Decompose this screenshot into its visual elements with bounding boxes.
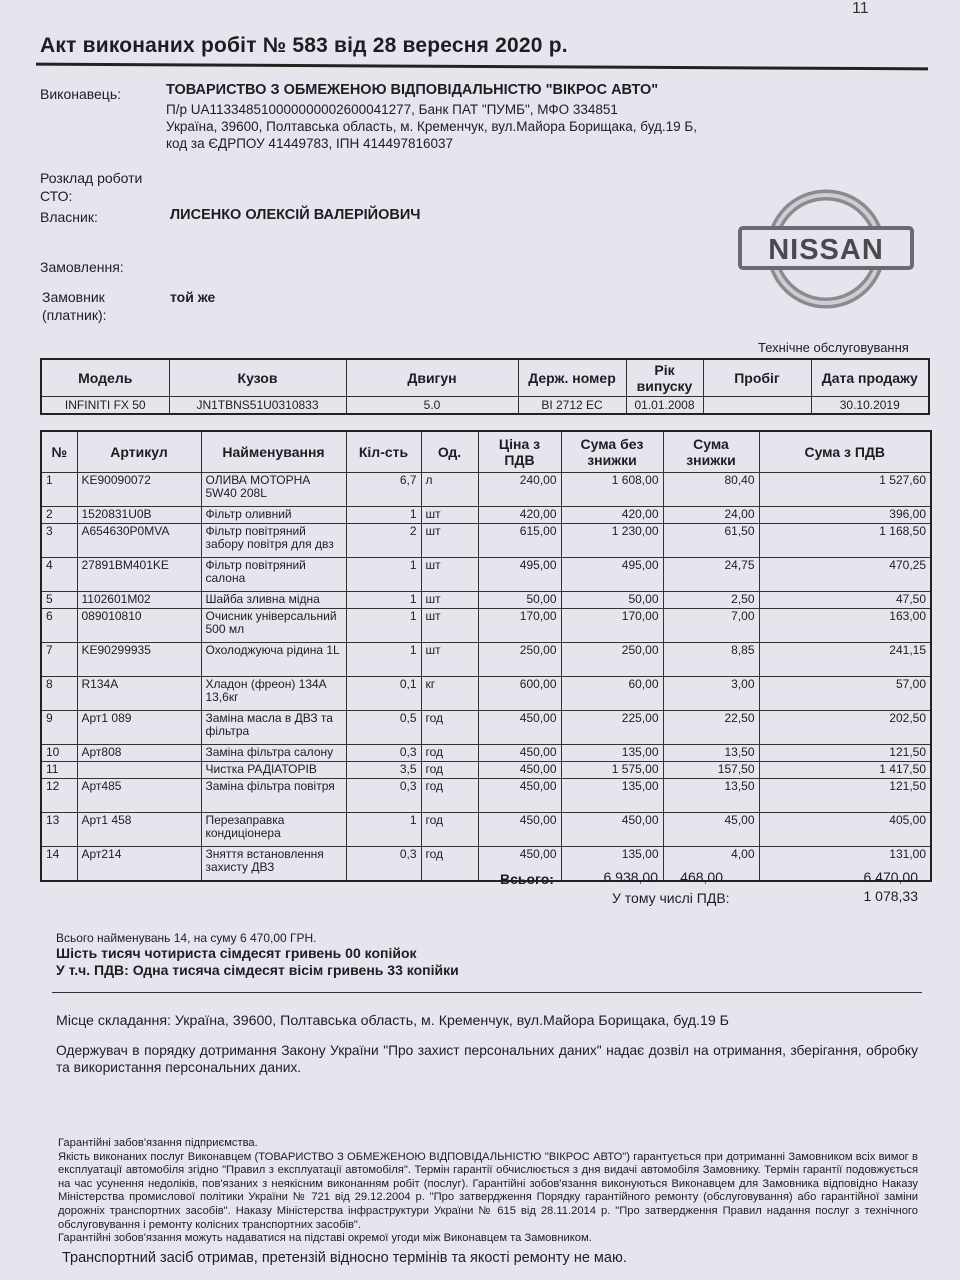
table-cell: 240,00 [478, 473, 561, 507]
table-cell: 470,25 [759, 558, 931, 592]
guarantee-title: Гарантійні забов'язання підприємства. [58, 1137, 258, 1149]
table-cell: 250,00 [561, 643, 663, 677]
table-cell: 7,00 [663, 609, 759, 643]
total-label: Всього: [500, 871, 554, 887]
table-cell: 14 [41, 847, 77, 882]
items-header: Сума знижки [663, 431, 759, 473]
table-cell: 1102601M02 [77, 592, 201, 609]
table-cell: 135,00 [561, 779, 663, 813]
table-cell: 1 [41, 473, 77, 507]
table-cell: 241,15 [759, 643, 931, 677]
table-cell: шт [421, 592, 478, 609]
table-cell: 50,00 [478, 592, 561, 609]
table-cell: 1 230,00 [561, 524, 663, 558]
items-header: Найменування [201, 431, 346, 473]
table-cell: Заміна фільтра повітря [201, 779, 346, 813]
vehicle-header: Кузов [169, 359, 346, 397]
table-cell: 450,00 [478, 745, 561, 762]
vehicle-header: Держ. номер [518, 359, 626, 397]
table-row [41, 558, 931, 592]
table-cell: 600,00 [478, 677, 561, 711]
table-cell: шт [421, 507, 478, 524]
table-cell: шт [421, 524, 478, 558]
logo-text: NISSAN [768, 234, 884, 266]
table-row [41, 677, 931, 711]
table-cell: 5 [41, 592, 77, 609]
document-title: Акт виконаних робіт № 583 від 28 вересня 2020 р. [40, 34, 568, 57]
executor-label: Виконавець: [40, 86, 122, 102]
table-row [41, 643, 931, 677]
table-cell: 615,00 [478, 524, 561, 558]
total-with-vat: 6 470,00 [863, 869, 918, 885]
table-row [41, 813, 931, 847]
table-row [41, 524, 931, 558]
table-cell: 2 [346, 524, 421, 558]
table-cell: 6,7 [346, 473, 421, 507]
table-cell: 1 527,60 [759, 473, 931, 507]
table-cell: 157,50 [663, 762, 759, 779]
table-cell: Фільтр повітряний забору повітря для двз [201, 524, 346, 558]
table-cell: 13,50 [663, 745, 759, 762]
table-cell: A654630P0MVA [77, 524, 201, 558]
vehicle-sale-date: 30.10.2019 [811, 397, 929, 415]
table-cell: 80,40 [663, 473, 759, 507]
table-cell: 0,3 [346, 847, 421, 882]
table-cell: 225,00 [561, 711, 663, 745]
table-cell: год [421, 711, 478, 745]
table-cell: 1 [346, 813, 421, 847]
table-cell: 1520831U0B [77, 507, 201, 524]
table-cell: 135,00 [561, 745, 663, 762]
customer-label-2: (платник): [42, 307, 107, 323]
table-cell: 1 [346, 643, 421, 677]
table-cell: Арт808 [77, 745, 201, 762]
table-cell: Арт1 089 [77, 711, 201, 745]
vat-in-words: У т.ч. ПДВ: Одна тисяча сімдесят вісім гривень 33 копійки [56, 962, 459, 978]
table-cell: 1 417,50 [759, 762, 931, 779]
table-cell: 4,00 [663, 847, 759, 882]
customer-label: Замовник [42, 289, 105, 305]
executor-bank: П/р UA113348510000000002600041277, Банк ПАТ "ПУМБ", МФО 334851 [166, 102, 618, 117]
table-cell: 1 [346, 609, 421, 643]
table-cell: шт [421, 558, 478, 592]
table-cell: 121,50 [759, 779, 931, 813]
table-cell: 10 [41, 745, 77, 762]
table-cell: Фільтр оливний [201, 507, 346, 524]
table-cell: 7 [41, 643, 77, 677]
amount-in-words: Шість тисяч чотириста сімдесят гривень 00 копійок [56, 945, 417, 961]
vehicle-plate: ВІ 2712 ЕС [518, 397, 626, 415]
nissan-logo-icon [738, 182, 914, 316]
table-cell: 396,00 [759, 507, 931, 524]
table-cell: шт [421, 643, 478, 677]
table-cell: Заміна масла в ДВЗ та фільтра [201, 711, 346, 745]
table-cell: 47,50 [759, 592, 931, 609]
table-cell: 3,5 [346, 762, 421, 779]
total-discount: 468,00 [680, 869, 723, 885]
vehicle-body: JN1TBNS51U0310833 [169, 397, 346, 415]
table-cell: 1 [346, 507, 421, 524]
table-row [41, 745, 931, 762]
table-cell: 0,3 [346, 745, 421, 762]
place-of-compilation: Місце складання: Україна, 39600, Полтавська область, м. Кременчук, вул.Майора Борищака, буд.19 Б [56, 1013, 729, 1029]
items-header: Ціна з ПДВ [478, 431, 561, 473]
table-row [41, 592, 931, 609]
vehicle-received-statement: Транспортний засіб отримав, претензій відносно термінів та якості ремонту не маю. [62, 1250, 627, 1266]
table-row [41, 847, 931, 882]
table-cell: Зняття встановлення захисту ДВЗ [201, 847, 346, 882]
executor-address: Україна, 39600, Полтавська область, м. Кременчук, вул.Майора Борищака, буд.19 Б, [166, 119, 697, 134]
table-cell: 1 168,50 [759, 524, 931, 558]
table-cell: 420,00 [561, 507, 663, 524]
table-cell: год [421, 762, 478, 779]
table-cell: 450,00 [561, 813, 663, 847]
vehicle-table [40, 358, 930, 415]
table-cell: кг [421, 677, 478, 711]
table-cell: 3 [41, 524, 77, 558]
table-cell: 27891BM401KE [77, 558, 201, 592]
table-cell: 2,50 [663, 592, 759, 609]
items-table [40, 430, 932, 882]
table-cell: 1 575,00 [561, 762, 663, 779]
page-mark: 11 [852, 0, 869, 17]
table-cell: 57,00 [759, 677, 931, 711]
schedule-label-2: СТО: [40, 188, 73, 204]
table-row [41, 779, 931, 813]
table-cell: R134A [77, 677, 201, 711]
table-cell: Хладон (фреон) 134А 13,6кг [201, 677, 346, 711]
table-cell: 0,3 [346, 779, 421, 813]
guarantee-body: Якість виконаних послуг Виконавцем (ТОВАРИСТВО З ОБМЕЖЕНОЮ ВІДПОВІДАЛЬНІСТЮ "ВІКРОС АВТО") гарантується при дотриманні Замовником всіх вимог в експлуатації автомобіля згідно "Правил з експлуатації автомобіля". Термін гарантії обчислюється з дня видачі автомобіля Замовнику. Термін гарантії подовжується на час усунення недоліків, пов'язаних з неякісним виконанням робіт (послуг). Гарантійні зобов'язання виконуються Виконавцем для Замовника відповідно Наказу Міністерства промислової політики України № 721 від 29.12.2004 р. "Про затвердження Порядку гарантійного ремонту (обслуговування) або гарантійної заміни дорожніх транспортних засобів". Наказу Міністерства інфраструктури України № 615 від 28.11.2014 р. "Про затвердження Правил надання послуг з технічного обслуговування і ремонту колісних транспортних засобів". [58, 1150, 918, 1231]
schedule-label: Розклад роботи [40, 170, 143, 186]
table-cell: год [421, 745, 478, 762]
total-sum-without-discount: 6 938,00 [603, 869, 658, 885]
table-cell: Арт1 458 [77, 813, 201, 847]
table-cell: 1 [346, 558, 421, 592]
table-cell: 4 [41, 558, 77, 592]
personal-data-consent: Одержувач в порядку дотримання Закону України "Про захист персональних даних" надає дозвіл на отримання, зберігання, обробку та використання персональних даних. [56, 1043, 918, 1075]
owner-name: ЛИСЕНКО ОЛЕКСІЙ ВАЛЕРІЙОВИЧ [170, 207, 421, 223]
vat-label: У тому числі ПДВ: [612, 890, 730, 906]
table-cell: год [421, 847, 478, 882]
table-cell [77, 762, 201, 779]
table-cell: 9 [41, 711, 77, 745]
table-cell: Арт214 [77, 847, 201, 882]
table-cell: 13,50 [663, 779, 759, 813]
table-cell: 22,50 [663, 711, 759, 745]
table-cell: 250,00 [478, 643, 561, 677]
executor-codes: код за ЄДРПОУ 41449783, ІПН 414497816037 [166, 136, 454, 151]
table-cell: 495,00 [561, 558, 663, 592]
table-cell: 420,00 [478, 507, 561, 524]
summary-divider [52, 992, 922, 993]
table-row [41, 473, 931, 507]
vehicle-header: Рік випуску [626, 359, 703, 397]
table-cell: 135,00 [561, 847, 663, 882]
table-cell: 24,00 [663, 507, 759, 524]
table-cell: 8 [41, 677, 77, 711]
table-cell: 50,00 [561, 592, 663, 609]
table-cell: 24,75 [663, 558, 759, 592]
vehicle-model: INFINITI FX 50 [41, 397, 169, 415]
table-cell: 450,00 [478, 813, 561, 847]
title-divider [36, 63, 928, 71]
table-cell: год [421, 779, 478, 813]
table-cell: 45,00 [663, 813, 759, 847]
table-cell: Фільтр повітряний салона [201, 558, 346, 592]
guarantee-last: Гарантійні зобов'язання можуть надаватися на підставі окремої угоди між Виконавцем та Замовником. [58, 1232, 592, 1245]
table-cell: 6 [41, 609, 77, 643]
table-cell: 13 [41, 813, 77, 847]
table-cell: 0,1 [346, 677, 421, 711]
table-cell: ОЛИВА МОТОРНА 5W40 208L [201, 473, 346, 507]
table-cell: 1 [346, 592, 421, 609]
table-cell: 8,85 [663, 643, 759, 677]
table-cell: Арт485 [77, 779, 201, 813]
table-cell: 131,00 [759, 847, 931, 882]
table-cell: 495,00 [478, 558, 561, 592]
table-cell: Перезаправка кондиціонера [201, 813, 346, 847]
executor-name: ТОВАРИСТВО З ОБМЕЖЕНОЮ ВІДПОВІДАЛЬНІСТЮ "ВІКРОС АВТО" [166, 82, 659, 98]
table-cell: 121,50 [759, 745, 931, 762]
table-cell: Очисник універсальний 500 мл [201, 609, 346, 643]
table-cell: 163,00 [759, 609, 931, 643]
items-header: № [41, 431, 77, 473]
table-cell: 61,50 [663, 524, 759, 558]
items-header: Артикул [77, 431, 201, 473]
table-cell: 202,50 [759, 711, 931, 745]
table-cell: 3,00 [663, 677, 759, 711]
vehicle-mileage [703, 397, 811, 415]
table-cell: KE90299935 [77, 643, 201, 677]
vehicle-header: Пробіг [703, 359, 811, 397]
table-cell: 60,00 [561, 677, 663, 711]
table-row [41, 711, 931, 745]
table-cell: 11 [41, 762, 77, 779]
order-label: Замовлення: [40, 259, 124, 275]
table-cell: 1 608,00 [561, 473, 663, 507]
items-header: Од. [421, 431, 478, 473]
table-cell: л [421, 473, 478, 507]
table-cell: 170,00 [478, 609, 561, 643]
table-cell: 450,00 [478, 847, 561, 882]
guarantee-block [58, 1137, 918, 1246]
service-type: Технічне обслуговування [758, 340, 909, 355]
table-cell: 12 [41, 779, 77, 813]
items-count-line: Всього найменувань 14, на суму 6 470,00 ГРН. [56, 931, 317, 945]
table-cell: год [421, 813, 478, 847]
vehicle-header: Модель [41, 359, 169, 397]
vehicle-year: 01.01.2008 [626, 397, 703, 415]
items-header: Сума без знижки [561, 431, 663, 473]
table-cell: Шайба зливна мідна [201, 592, 346, 609]
vehicle-engine: 5.0 [346, 397, 518, 415]
table-cell: 405,00 [759, 813, 931, 847]
table-cell: 170,00 [561, 609, 663, 643]
customer-value: той же [170, 289, 216, 305]
table-cell: 2 [41, 507, 77, 524]
table-cell: шт [421, 609, 478, 643]
table-cell: Заміна фільтра салону [201, 745, 346, 762]
table-cell: 089010810 [77, 609, 201, 643]
items-header: Кіл-сть [346, 431, 421, 473]
items-header: Сума з ПДВ [759, 431, 931, 473]
table-row [41, 762, 931, 779]
table-cell: KE90090072 [77, 473, 201, 507]
table-cell: Охолоджуюча рідина 1L [201, 643, 346, 677]
table-cell: 0,5 [346, 711, 421, 745]
table-row [41, 609, 931, 643]
table-cell: 450,00 [478, 762, 561, 779]
vat-value: 1 078,33 [863, 888, 918, 904]
owner-label: Власник: [40, 209, 98, 225]
table-cell: 450,00 [478, 711, 561, 745]
vehicle-header: Двигун [346, 359, 518, 397]
table-cell: 450,00 [478, 779, 561, 813]
table-cell: Чистка РАДІАТОРІВ [201, 762, 346, 779]
vehicle-header: Дата продажу [811, 359, 929, 397]
table-row [41, 507, 931, 524]
